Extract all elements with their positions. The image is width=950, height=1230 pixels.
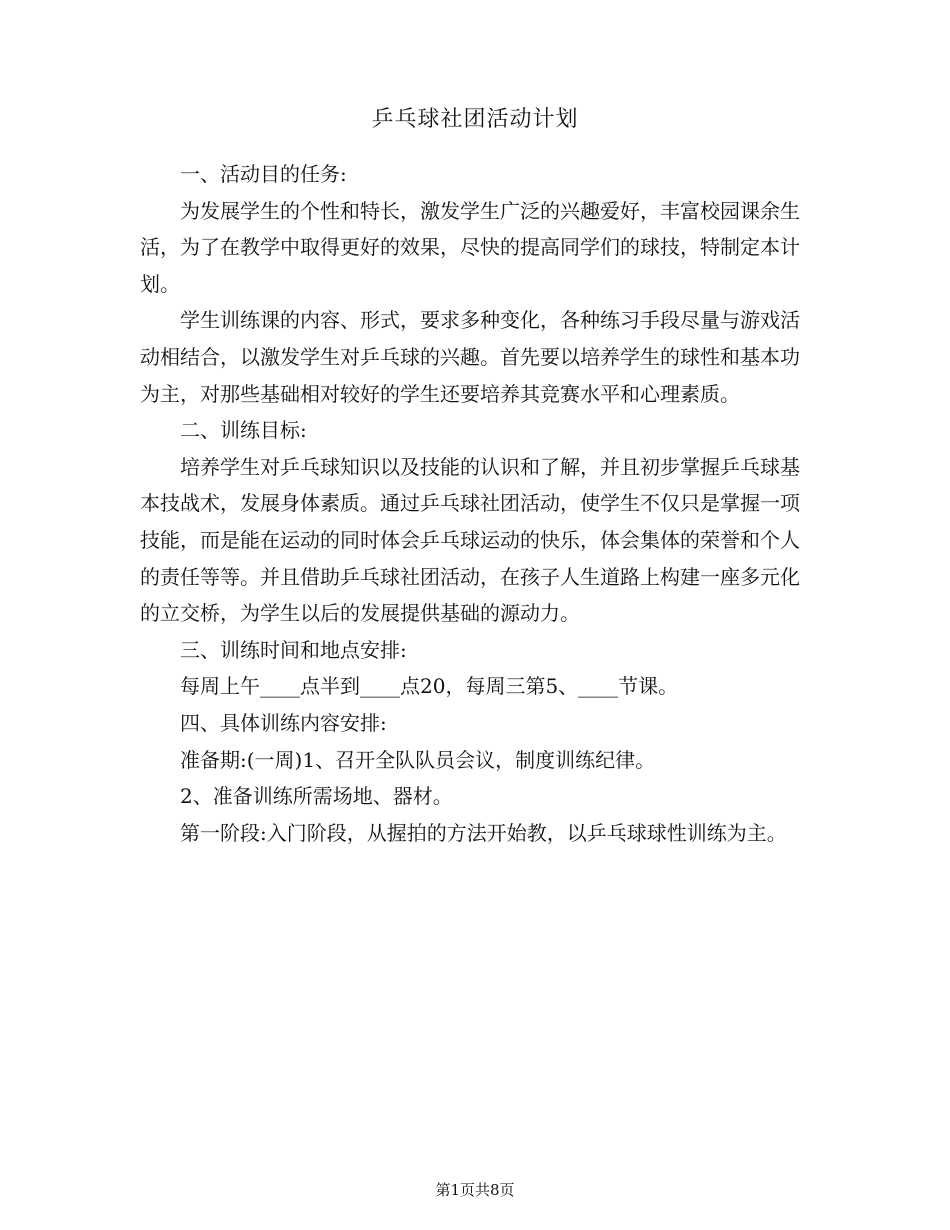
document-title: 乒乓球社团活动计划 [371, 107, 579, 132]
paragraph-goals: 培养学生对乒乓球知识以及技能的认识和了解，并且初步掌握乒乓球基本技战术，发展身体素质。通过乒乓球社团活动，使学生不仅只是掌握一项技能，而是能在运动的同时体会乒乓球运动的快乐，体会集体的荣誉和个人的责任等等。并且借助乒乓球社团活动，在孩子人生道路上构建一座多元化的立交桥，为学生以后的发展提供基础的源动力。 [140, 454, 800, 626]
paragraph-equipment: 2、准备训练所需场地、器材。 [180, 784, 453, 809]
paragraph-schedule: 每周上午____点半到____点20，每周三第5、____节课。 [180, 674, 679, 699]
section-heading-content: 四、具体训练内容安排: [180, 710, 387, 735]
paragraph-purpose: 为发展学生的个性和特长，激发学生广泛的兴趣爱好，丰富校园课余生活，为了在教学中取得更好的效果，尽快的提高同学们的球技，特制定本计划。 [140, 198, 800, 296]
section-heading-schedule: 三、训练时间和地点安排: [180, 637, 407, 662]
page-indicator: 第1页共8页 [435, 1181, 515, 1199]
paragraph-stage-one: 第一阶段:入门阶段，从握拍的方法开始教，以乒乓球球性训练为主。 [180, 820, 787, 845]
document-body [140, 156, 812, 851]
paragraph-preparation: 准备期:(一周)1、召开全队队员会议，制度训练纪律。 [180, 747, 656, 772]
paragraph-training-content: 学生训练课的内容、形式，要求多种变化，各种练习手段尽量与游戏活动相结合，以激发学生对乒乓球的兴趣。首先要以培养学生的球性和基本功为主，对那些基础相对较好的学生还要培养其竞赛水平和心理素质。 [140, 308, 800, 406]
section-heading-goals: 二、训练目标: [180, 418, 307, 443]
section-heading-objectives: 一、活动目的任务: [180, 162, 347, 186]
